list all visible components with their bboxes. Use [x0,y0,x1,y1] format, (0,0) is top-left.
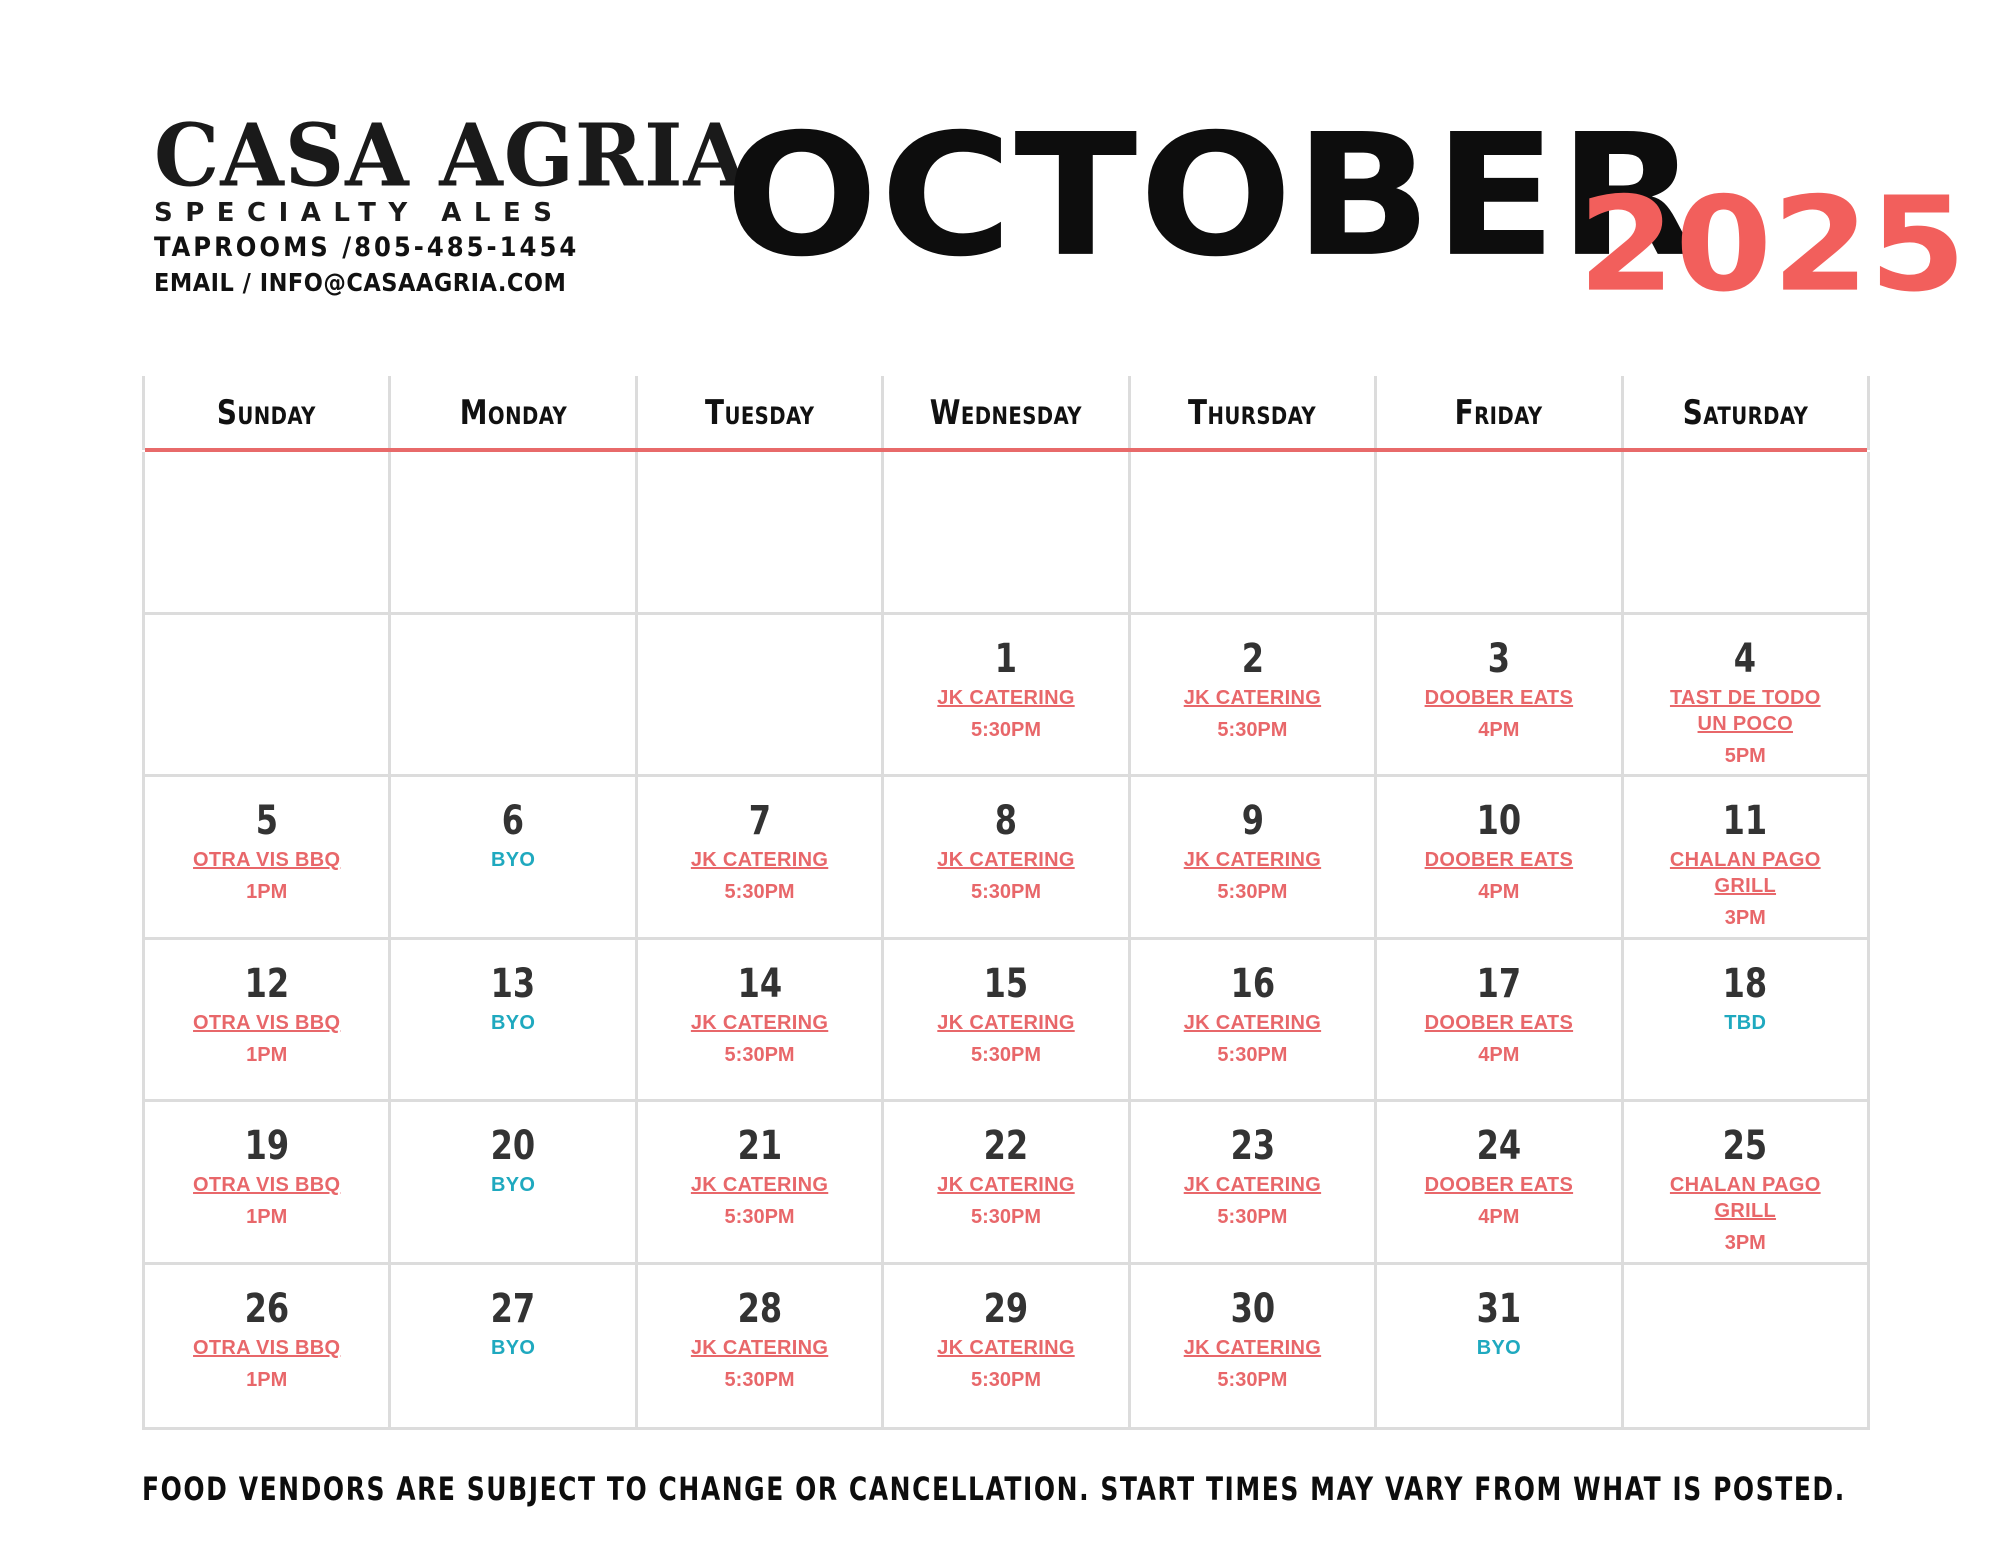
vendor-link[interactable]: JK CATERING [937,1011,1075,1034]
start-time: 3PM [1724,907,1766,929]
day-cell-10 [1377,777,1623,940]
day-cell-17 [1377,940,1623,1103]
weekday-label: Wednesday [929,393,1083,433]
day-cell-7 [638,777,884,940]
vendor-link[interactable]: CHALAN PAGO GRILL [1669,1174,1821,1222]
day-number: 18 [1723,960,1768,1007]
weekday-label: Sunday [217,393,317,433]
vendor-link[interactable]: JK CATERING [690,849,829,871]
weekday-wednesday [881,376,1127,450]
day-cell-2 [1131,615,1377,778]
logo-wordmark: CASA AGRIA [154,105,749,207]
weekday-friday [1374,376,1620,450]
day-number: 1 [994,635,1018,682]
day-number: 26 [244,1285,289,1332]
start-time: 5:30PM [724,1206,795,1228]
empty-day-cell [1624,452,1870,615]
empty-day-cell [391,615,637,778]
start-time: 5:30PM [1217,1368,1288,1391]
vendor-note: BYO [1476,1336,1521,1359]
day-number: 17 [1476,960,1522,1007]
empty-day-cell [1377,452,1623,615]
vendor-note: TBD [1724,1011,1767,1034]
weekday-header-row [142,376,1870,450]
day-number: 8 [994,798,1018,844]
vendor-link[interactable]: DOOBER EATS [1424,849,1574,871]
start-time: 5:30PM [1217,1206,1288,1228]
day-number: 30 [1230,1285,1275,1332]
vendor-note: BYO [491,1011,536,1034]
day-number: 13 [490,960,536,1007]
weekday-tuesday [635,376,881,450]
start-time: 1PM [246,1043,288,1066]
day-cell-11 [1624,777,1870,940]
start-time: 4PM [1478,1043,1520,1066]
vendor-note: BYO [491,849,536,871]
day-cell-8 [884,777,1130,940]
day-cell-21 [638,1102,884,1265]
vendor-link[interactable]: OTRA VIS BBQ [193,1174,341,1196]
day-cell-24 [1377,1102,1623,1265]
empty-day-cell [145,615,391,778]
start-time: 5PM [1724,744,1766,767]
day-number: 6 [501,798,525,844]
vendor-note: BYO [491,1174,536,1196]
day-cell-20 [391,1102,637,1265]
day-cell-31 [1377,1265,1623,1428]
day-number: 11 [1723,798,1768,844]
vendor-link[interactable]: JK CATERING [937,1336,1075,1359]
day-number: 31 [1476,1285,1522,1332]
start-time: 1PM [246,881,288,903]
start-time: 4PM [1478,881,1520,903]
day-cell-18 [1624,940,1870,1103]
vendor-link[interactable]: JK CATERING [690,1336,829,1359]
start-time: 5:30PM [1217,718,1288,741]
empty-day-cell [145,452,391,615]
day-number: 9 [1241,798,1264,844]
empty-day-cell [638,615,884,778]
weekday-label: Saturday [1682,393,1809,433]
empty-day-cell [391,452,637,615]
day-number: 20 [490,1123,536,1169]
vendor-link[interactable]: JK CATERING [1183,1336,1322,1359]
day-number: 29 [983,1285,1029,1332]
day-number: 22 [983,1123,1029,1169]
brand-logo [154,105,749,228]
day-number: 24 [1476,1123,1522,1169]
weekday-label: Thursday [1188,393,1317,433]
day-cell-19 [145,1102,391,1265]
vendor-link[interactable]: JK CATERING [690,1011,829,1034]
day-cell-15 [884,940,1130,1103]
day-cell-28 [638,1265,884,1428]
day-cell-26 [145,1265,391,1428]
start-time: 5:30PM [724,1368,795,1391]
day-number: 12 [244,960,289,1007]
day-number: 28 [737,1285,782,1332]
vendor-link[interactable]: JK CATERING [937,686,1075,709]
vendor-link[interactable]: JK CATERING [937,849,1075,871]
vendor-link[interactable]: JK CATERING [1183,849,1322,871]
day-number: 2 [1241,635,1264,682]
vendor-link[interactable]: DOOBER EATS [1424,1011,1574,1034]
start-time: 5:30PM [970,881,1041,903]
day-number: 7 [748,798,771,844]
weekday-label: Tuesday [704,393,815,433]
calendar-grid [142,452,1870,1430]
vendor-link[interactable]: JK CATERING [1183,686,1322,709]
start-time: 1PM [246,1206,288,1228]
weekday-label: Monday [459,393,567,433]
weekday-thursday [1128,376,1374,450]
day-number: 16 [1230,960,1275,1007]
start-time: 3PM [1724,1232,1766,1254]
start-time: 5:30PM [724,881,795,903]
empty-day-cell [1624,1265,1870,1428]
day-cell-13 [391,940,637,1103]
vendor-link[interactable]: CHALAN PAGO GRILL [1669,849,1821,897]
start-time: 5:30PM [970,1043,1041,1066]
vendor-note: BYO [491,1336,536,1359]
day-cell-3 [1377,615,1623,778]
day-number: 19 [244,1123,289,1169]
day-cell-4 [1624,615,1870,778]
day-number: 10 [1476,798,1522,844]
calendar [142,376,1870,1430]
contact-email: EMAIL / INFO@CASAAGRIA.COM [154,268,567,297]
day-cell-29 [884,1265,1130,1428]
day-number: 5 [255,798,278,844]
day-cell-1 [884,615,1130,778]
weekday-monday [388,376,634,450]
start-time: 5:30PM [1217,1043,1288,1066]
start-time: 4PM [1478,718,1520,741]
day-cell-9 [1131,777,1377,940]
month-title: OCTOBER [725,98,1700,295]
day-cell-5 [145,777,391,940]
day-cell-27 [391,1265,637,1428]
start-time: 5:30PM [724,1043,795,1066]
start-time: 1PM [246,1368,288,1391]
vendor-link[interactable]: OTRA VIS BBQ [193,1336,341,1359]
vendor-link[interactable]: JK CATERING [1183,1174,1322,1196]
day-number: 4 [1734,635,1757,682]
start-time: 5:30PM [1217,881,1288,903]
year-title: 2025 [1578,169,1967,321]
weekday-label: Friday [1454,393,1543,433]
day-cell-14 [638,940,884,1103]
day-cell-12 [145,940,391,1103]
day-number: 3 [1487,635,1510,682]
vendor-link[interactable]: JK CATERING [690,1174,829,1196]
day-cell-6 [391,777,637,940]
vendor-link[interactable]: DOOBER EATS [1424,686,1574,709]
vendor-link[interactable]: JK CATERING [1183,1011,1322,1034]
day-cell-25 [1624,1102,1870,1265]
weekday-sunday [142,376,388,450]
vendor-link[interactable]: JK CATERING [937,1174,1075,1196]
day-cell-30 [1131,1265,1377,1428]
start-time: 5:30PM [970,718,1041,741]
vendor-link[interactable]: OTRA VIS BBQ [193,849,341,871]
logo-tagline: SPECIALTY ALES [154,198,565,228]
weekday-saturday [1621,376,1870,450]
start-time: 5:30PM [970,1368,1041,1391]
day-number: 14 [737,960,782,1007]
day-number: 15 [983,960,1029,1007]
day-number: 23 [1230,1123,1275,1169]
disclaimer: FOOD VENDORS ARE SUBJECT TO CHANGE OR CANCELLATION. START TIMES MAY VARY FROM WHAT IS POSTED. [142,1470,1846,1508]
vendor-link[interactable]: DOOBER EATS [1424,1174,1574,1196]
taproom-phone: TAPROOMS /805-485-1454 [154,232,580,263]
vendor-link[interactable]: TAST DE TODO UN POCO [1669,686,1821,735]
day-number: 27 [490,1285,536,1332]
empty-day-cell [884,452,1130,615]
day-cell-23 [1131,1102,1377,1265]
day-cell-16 [1131,940,1377,1103]
day-cell-22 [884,1102,1130,1265]
day-number: 21 [737,1123,782,1169]
empty-day-cell [1131,452,1377,615]
start-time: 4PM [1478,1206,1520,1228]
vendor-link[interactable]: OTRA VIS BBQ [193,1011,341,1034]
empty-day-cell [638,452,884,615]
start-time: 5:30PM [970,1206,1041,1228]
day-number: 25 [1723,1123,1768,1169]
